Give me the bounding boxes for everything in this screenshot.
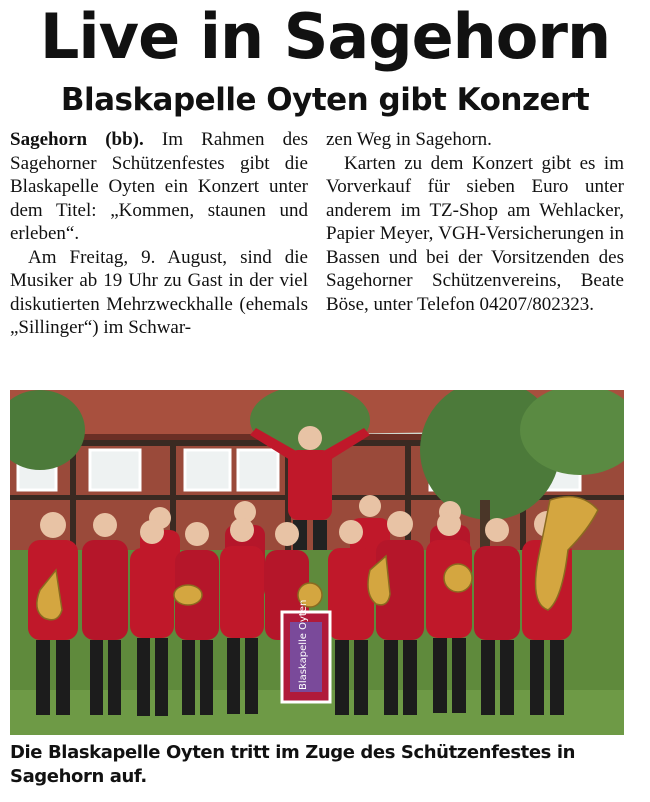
- headline: Live in Sagehorn: [39, 0, 611, 73]
- article-paragraph-1-text: Im Rahmen des Sagehorner Schützenfestes gibt die Blaskapelle Oyten ein Konzert unter dem Titel: „Kommen, staunen und erleben“.: [10, 129, 308, 244]
- article-paragraph-1: [10, 128, 308, 246]
- photo-caption: Die Blaskapelle Oyten tritt im Zuge des Schützenfestes in Sagehorn auf.: [10, 742, 576, 787]
- article-column-left: [10, 128, 308, 340]
- band-photo: [10, 390, 624, 735]
- subheadline: Blaskapelle Oyten gibt Konzert: [60, 82, 590, 118]
- article-paragraph-3: zen Weg in Sagehorn.: [326, 129, 492, 150]
- banner-text: Blaskapelle Oyten: [298, 599, 309, 690]
- article-paragraph-2: Am Freitag, 9. August, sind die Musiker ab 19 Uhr zu Gast in der viel diskutierten Mehrzweckhalle (ehemals „Sillinger“) im Schwar-: [10, 246, 308, 338]
- article-paragraph-4: Karten zu dem Konzert gibt es im Vorverkauf für sieben Euro unter anderem im TZ-Shop am Wehlacker, Papier Meyer, VGH-Versicherungen in Bassen und bei der Vorsitzenden des Sagehorner Schützenvereins, Beate Böse, unter Telefon 04207/802323.: [326, 152, 624, 315]
- dateline: Sagehorn (bb).: [10, 129, 144, 150]
- article-column-right: [326, 128, 624, 316]
